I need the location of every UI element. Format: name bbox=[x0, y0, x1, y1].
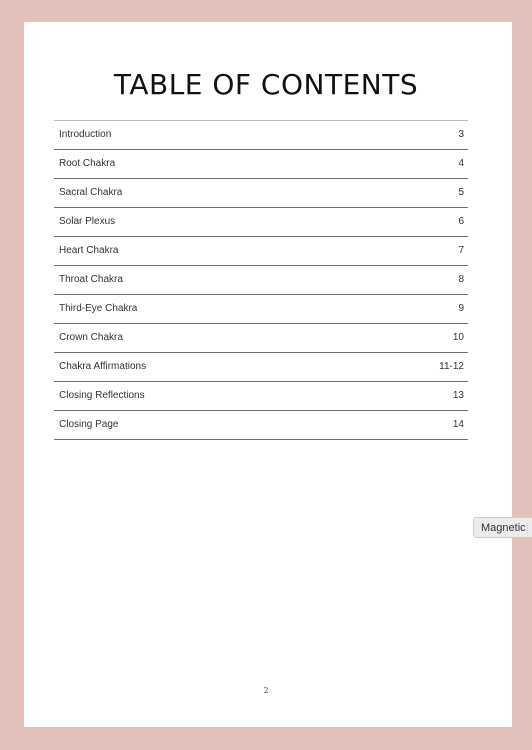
toc-entry-label: Sacral Chakra bbox=[59, 187, 123, 198]
document-page bbox=[24, 22, 512, 727]
toc-entry-page: 14 bbox=[452, 419, 464, 430]
toc-entry-page: 4 bbox=[458, 158, 464, 169]
toc-row-solar-plexus bbox=[54, 208, 468, 237]
toc-row-crown-chakra bbox=[54, 324, 468, 353]
toc-entry-label: Root Chakra bbox=[59, 158, 116, 169]
toc-entry-label: Heart Chakra bbox=[59, 245, 119, 256]
toc-entry-page: 5 bbox=[458, 187, 464, 198]
toc-row-introduction bbox=[54, 121, 468, 150]
toc-entry-label: Closing Reflections bbox=[59, 390, 145, 401]
toc-entry-label: Closing Page bbox=[59, 419, 119, 430]
toc-entry-page: 7 bbox=[458, 245, 464, 256]
toc-row-root-chakra bbox=[54, 150, 468, 179]
toc-entry-label: Solar Plexus bbox=[59, 216, 116, 227]
toc-entry-label: Chakra Affirmations bbox=[59, 361, 147, 372]
toc-entry-label: Introduction bbox=[59, 129, 112, 140]
toc-row-third-eye-chakra bbox=[54, 295, 468, 324]
magnetic-tab[interactable]: Magnetic bbox=[473, 517, 532, 538]
toc-entry-label: Throat Chakra bbox=[59, 274, 123, 285]
toc-entry-page: 11-12 bbox=[439, 361, 464, 372]
toc-entry-page: 3 bbox=[458, 129, 464, 140]
toc-entry-label: Third-Eye Chakra bbox=[59, 303, 138, 314]
toc-row-sacral-chakra bbox=[54, 179, 468, 208]
toc-row-closing-reflections bbox=[54, 382, 468, 411]
table-of-contents bbox=[54, 120, 468, 440]
toc-entry-label: Crown Chakra bbox=[59, 332, 123, 343]
toc-row-closing-page bbox=[54, 411, 468, 440]
toc-row-heart-chakra bbox=[54, 237, 468, 266]
toc-entry-page: 6 bbox=[458, 216, 464, 227]
toc-entry-page: 13 bbox=[452, 390, 464, 401]
page-number: 2 bbox=[263, 686, 269, 695]
toc-row-throat-chakra bbox=[54, 266, 468, 295]
toc-entry-page: 9 bbox=[458, 303, 464, 314]
page-title: TABLE OF CONTENTS bbox=[113, 68, 419, 101]
toc-row-chakra-affirmations bbox=[54, 353, 468, 382]
toc-entry-page: 10 bbox=[452, 332, 464, 343]
toc-entry-page: 8 bbox=[458, 274, 464, 285]
